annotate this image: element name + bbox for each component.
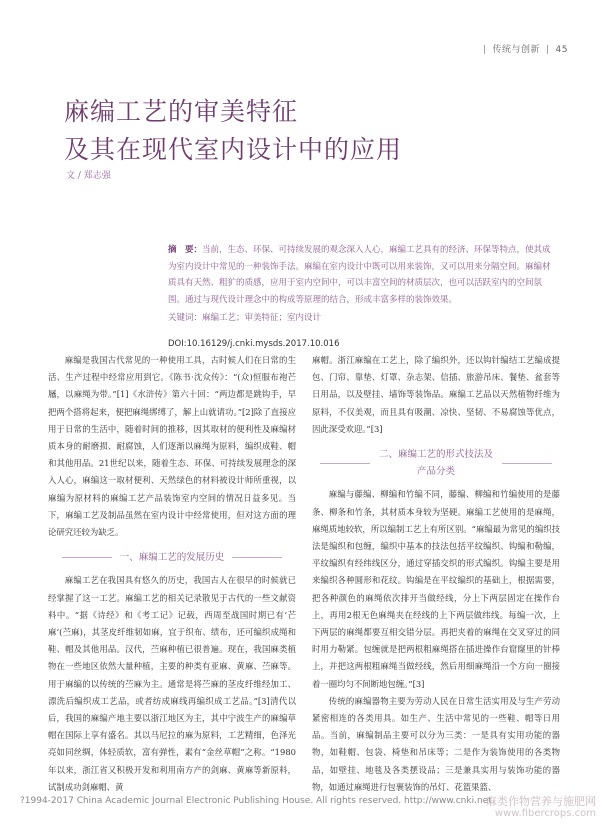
paragraph: 麻编是我国古代常见的一种使用工具，古时候人们在日常的生活、生产过程中经常应用到它。《陈书·沈众传》：“(众)恒服布袍芒屩，以麻绳为带。”[1]《水浒传》第六十回：“两边都是跳钩手，早把两个搭将起来，便把麻绳绑缚了，解上山就请功。”[2]除了直接应用于日常的生活中，随着时间的推移，因其取材的便利性及麻编材质本身的耐磨损、耐腐蚀，人们逐渐以麻绳为原料，编织成鞋、帽和其他用品。21世纪以来，随着生态、环保、可持续发展理念的深入人心，麻编这一取材便利、天然绿色的材料被设计师所重视，以麻编为原材料的麻编工艺产品装饰室内空间的情况日益多见。当下，麻编工艺及制品虽然在室内设计中经常使用，但对这方面的理论研究还较为缺乏。 xyxy=(48,355,296,538)
page-number: 45 xyxy=(555,45,568,55)
article-title-line1: 麻编工艺的审美特征 xyxy=(64,97,299,126)
abstract-text: 当前，生态、环保、可持续发展的观念深入人心，麻编工艺具有的经济、环保等特点，使其成为室内设计中常见的一种装饰手法。麻编在室内设计中既可以用来装饰，又可以用来分隔空间。麻编材质具有天然、粗犷的质感，应用于室内空间中，可以丰富空间的材质层次，也可以活跃室内的空间氛围。通过与现代设计理念中的构成等原理的结合，形成丰富多样的装饰效果。 xyxy=(168,245,551,305)
paragraph: 麻编工艺在我国具有悠久的历史，我国古人在很早的时候就已经掌握了这一工艺。麻编工艺的相关记录散见于古代的一些文献资料中。“据《诗经》和《考工记》记载，西周至战国时期已有‘芒麻’(苎麻)，其茎皮纤维韧如麻，宜于织布、绩布，还可编织成绳和鞋、帽及其他用品。汉代，苎麻种植已很普遍。现在，我国麻类植物在一些地区依然大量种植，主要的种类有亚麻、黄麻、苎麻等。用于麻编的以传统的苎麻为主。通常是将苎麻的茎皮纤维经加工、漂洗后编织成工艺品，或者纺成麻线再编织成工艺品。”[3]清代以后，我国的麻编产地主要以浙江地区为主，其中宁波生产的麻编草帽在国际上享有盛名。其以马尼拉的麻为原料，工艺精细，色泽光亮如同丝绸，体轻质软，富有弹性，素有“金丝草帽”之称。“1980年以来，浙江省又积极开发和利用南方产的剑麻、黄麻等新原料，试制成功剑麻帽、黄 xyxy=(48,575,296,792)
author: 文 / 郑志强 xyxy=(66,171,111,181)
copyright-footer: ?1994-2017 China Academic Journal Electronic Publishing House. All rights reserved. http://www.cnki.net xyxy=(20,796,492,806)
paragraph: 麻编与藤编、柳编和竹编不同，藤编、柳编和竹编使用的是藤条、柳条和竹条，其材质本身较为坚硬。麻编工艺使用的是麻绳，麻绳质地较软，所以编制工艺上有所区别。“麻编最为常见的编织技法是编织和包缠，编织中基本的技法包括平纹编织、钩编和勒编，平纹编织有经纬线区分，通过穿插交织的形式编织。钩编主要是用来编织各种圆形和花纹。钩编是在平纹编织的基础上，根据需要，把各种颜色的麻绳依次排开当做经线，分上下两层固定在操作台上，再用2根无色麻绳夹在经线的上下两层做纬线。每编一次，上下两层的麻绳都要互相交错分层。再把夹着的麻绳在交叉穿过的同时用力勒紧。包缠就是把两根粗麻绳搭在插进操作台窟窿里的针棒上，并把这两根粗麻绳当做经线，然后用细麻绳沿一个方向一圈接着一圈均匀不间断地包缠。”[3] xyxy=(312,489,560,689)
header-divider: | xyxy=(482,45,487,55)
doi: DOI:10.16129/j.cnki.mysds.2017.10.016 xyxy=(168,339,340,349)
paragraph: 麻帽。浙江麻编在工艺上，除了编织外，还以钩针编结工艺编成提包、门帘、靠垫、灯罩、杂志架、信插、旅游吊床、餐垫、盆套等日用品，以及壁挂、墙饰等装饰品。麻编工艺品以天然植物纤维为原料，不仅美观，而且具有吸潮、凉快、坚韧、不易腐蚀等优点，因此深受欢迎。”[3] xyxy=(312,355,560,434)
header-divider-2: | xyxy=(546,45,550,55)
watermark-line2: www.fibercrops.com xyxy=(494,808,596,819)
article-title-line2: 及其在现代室内设计中的应用 xyxy=(64,135,403,164)
section-heading-1 xyxy=(48,549,296,566)
right-column xyxy=(312,352,560,796)
running-header xyxy=(477,42,568,55)
keywords: 关键词：麻编工艺；审美特征；室内设计 xyxy=(168,313,322,323)
watermark-line1: 麻类作物营养与施肥网 xyxy=(486,795,596,808)
left-column xyxy=(48,352,296,796)
paragraph: 传统的麻编器物主要为劳动人民在日常生活实用及与生产劳动紧密相连的各类用具。如生产、生活中常见的一些鞋、帽等日用品。当前，麻编制品主要可以分为三类：一是具有实用功能的器物，如鞋帽、包袋、椅垫和吊床等；二是作为装饰使用的各类物品，如壁挂、地毯及各类摆设品；三是兼具实用与装饰功能的器物，如通过麻绳进行包裹装饰的吊灯、花篮果篮、 xyxy=(312,695,560,792)
abstract xyxy=(168,242,558,308)
header-section: 传统与创新 xyxy=(492,45,540,55)
section-heading-2 xyxy=(312,446,560,480)
section-heading-text: 二、麻编工艺的形式技法及产品分类 xyxy=(378,449,493,478)
section-heading-text: 一、麻编工艺的发展历史 xyxy=(119,552,225,564)
abstract-label: 摘 要： xyxy=(168,245,203,255)
